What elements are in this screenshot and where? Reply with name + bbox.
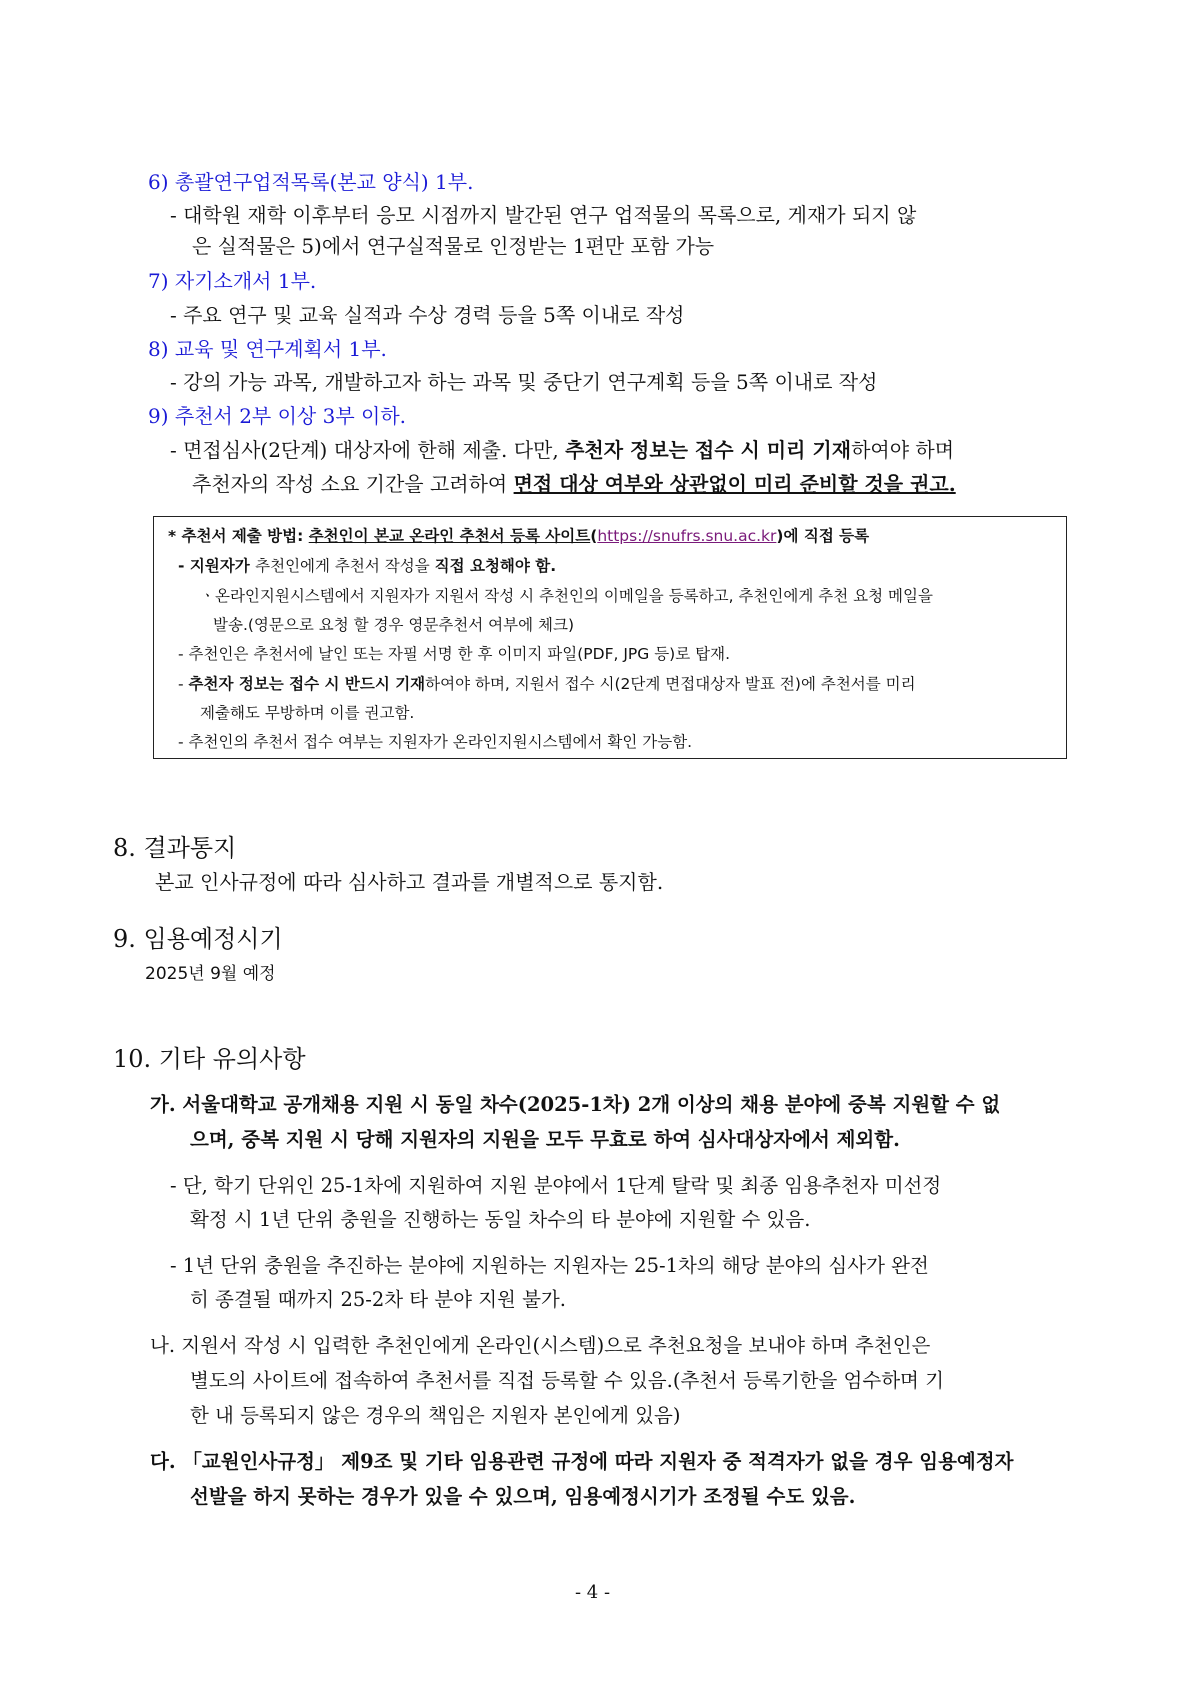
notice-line-4: 발송.(영문으로 요청 할 경우 영문추천서 여부에 체크) [213,616,575,634]
notice-l2c: 직접 요청해야 함. [434,557,557,575]
notice-line-5: - 추천인은 추천서에 날인 또는 자필 서명 한 후 이미지 파일(PDF, JPG 등)로 탑재. [178,645,730,663]
item-9-desc-1c: 하여야 하며 [851,438,955,462]
section-9-body: 2025년 9월 예정 [145,964,276,984]
item-9-desc-1b: 추천자 정보는 접수 시 미리 기재 [565,438,852,462]
item-8-desc: - 강의 가능 과목, 개발하고자 하는 과목 및 중단기 연구계획 등을 5쪽 이내로 작성 [170,370,878,394]
item-9-desc-1a: - 면접심사(2단계) 대상자에 한해 제출. 다만, [170,438,566,462]
item-6-desc-1: - 대학원 재학 이후부터 응모 시점까지 발간된 연구 업적물의 목록으로, 게재가 되지 않 [170,203,917,227]
section-10-na-line-3: 한 내 등록되지 않은 경우의 책임은 지원자 본인에게 있음) [190,1404,681,1427]
item-7-desc: - 주요 연구 및 교육 실적과 수상 경력 등을 5쪽 이내로 작성 [170,303,685,327]
item-6-desc-2: 은 실적물은 5)에서 연구실적물로 인정받는 1편만 포함 가능 [192,234,715,258]
item-9-title: 9) 추천서 2부 이상 3부 이하. [148,404,407,428]
item-9-desc-2b: 면접 대상 여부와 상관없이 미리 준비할 것을 권고. [513,472,956,496]
section-10-ga-sub-1-line-2: 확정 시 1년 단위 충원을 진행하는 동일 차수의 타 분야에 지원할 수 있음. [190,1208,811,1231]
item-7-title: 7) 자기소개서 1부. [148,269,317,293]
item-9-desc-2 [192,470,956,498]
notice-line-8: - 추천인의 추천서 접수 여부는 지원자가 온라인지원시스템에서 확인 가능함. [178,733,693,751]
page-number: - 4 - [575,1582,611,1603]
section-10-ga-line-2: 으며, 중복 지원 시 당해 지원자의 지원을 모두 무효로 하여 심사대상자에서 제외함. [190,1128,900,1151]
notice-line-6 [178,673,916,695]
section-10-ga-sub-2-line-2: 히 종결될 때까지 25-2차 타 분야 지원 불가. [190,1288,566,1311]
section-10-ga-line-1: 가. 서울대학교 공개채용 지원 시 동일 차수(2025-1차) 2개 이상의 채용 분야에 중복 지원할 수 없 [150,1093,1001,1116]
notice-l1c: ( [590,527,598,545]
notice-l2b: 추천인에게 추천서 작성을 [255,557,435,575]
notice-line-1 [168,525,869,547]
notice-l6c: 하여야 하며, 지원서 접수 시(2단계 면접대상자 발표 전)에 추천서를 미리 [425,675,916,693]
notice-line-2 [178,555,556,577]
notice-l1b: 추천인이 본교 온라인 추천서 등록 사이트 [308,527,591,545]
section-8-heading: 8. 결과통지 [113,834,237,862]
section-10-ga-sub-1-line-1: - 단, 학기 단위인 25-1차에 지원하여 지원 분야에서 1단계 탈락 및 최종 임용추천자 미선정 [170,1174,942,1197]
item-9-desc-2a: 추천자의 작성 소요 기간을 고려하여 [192,472,514,496]
notice-l2a: - 지원자가 [178,557,256,575]
section-10-na-line-1: 나. 지원서 작성 시 입력한 추천인에게 온라인(시스템)으로 추천요청을 보내야 하며 추천인은 [150,1334,931,1357]
item-8-title: 8) 교육 및 연구계획서 1부. [148,337,387,361]
notice-l1d: )에 직접 등록 [776,527,870,545]
section-10-heading: 10. 기타 유의사항 [113,1045,306,1073]
notice-l6a: - [178,675,189,693]
section-9-heading: 9. 임용예정시기 [113,925,283,953]
section-10-da-line-2: 선발을 하지 못하는 경우가 있을 수 있으며, 임용예정시기가 조정될 수도 있음. [190,1485,856,1508]
notice-line-3: ㆍ온라인지원시스템에서 지원자가 지원서 작성 시 추천인의 이메일을 등록하고, 추천인에게 추천 요청 메일을 [200,587,933,605]
recommendation-site-link[interactable]: https://snufrs.snu.ac.kr [597,527,777,545]
item-6-title: 6) 총괄연구업적목록(본교 양식) 1부. [148,170,474,194]
section-10-na-line-2: 별도의 사이트에 접속하여 추천서를 직접 등록할 수 있음.(추천서 등록기한을 엄수하며 기 [190,1369,944,1392]
notice-l6b: 추천자 정보는 접수 시 반드시 기재 [188,675,426,693]
section-10-ga-sub-2-line-1: - 1년 단위 충원을 추진하는 분야에 지원하는 지원자는 25-1차의 해당 분야의 심사가 완전 [170,1254,929,1277]
notice-line-7: 제출해도 무방하며 이를 권고함. [200,704,415,722]
section-10-da-line-1: 다. 「교원인사규정」 제9조 및 기타 임용관련 규정에 따라 지원자 중 적격자가 없을 경우 임용예정자 [150,1450,1014,1473]
item-9-desc-1 [170,436,954,464]
notice-l1a: * 추천서 제출 방법: [168,527,309,545]
section-8-body: 본교 인사규정에 따라 심사하고 결과를 개별적으로 통지함. [155,870,664,894]
